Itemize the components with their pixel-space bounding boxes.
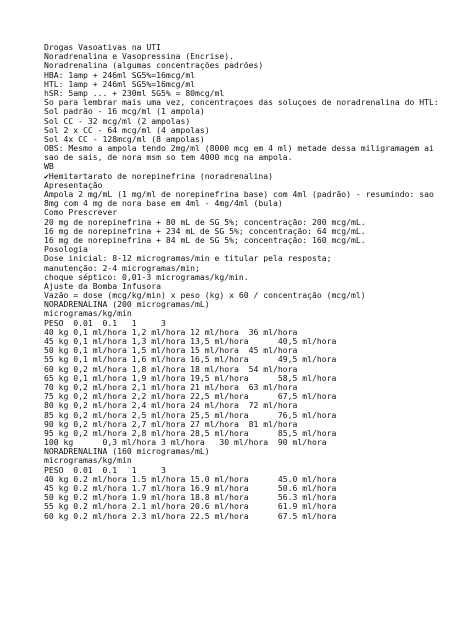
table-row: 55 kg 0,1 ml/hora 1,6 ml/hora 16,5 ml/hora 49,5 ml/hora <box>44 354 337 365</box>
ajuste-heading: Ajuste da Bomba Infusora <box>44 280 161 291</box>
apresentacao-heading: Apresentação <box>44 179 103 190</box>
sol-line-1: Sol padrão - 16 mcg/ml (1 ampola) <box>44 106 205 117</box>
table-row: 50 kg 0.2 ml/hora 1.9 ml/hora 18.8 ml/hora 56.3 ml/hora <box>44 492 337 503</box>
dose-line-3: choque séptico: 0,01-3 microgramas/kg/min. <box>44 271 249 282</box>
prescricao-line-1: 20 mg de norepinefrina + 80 mL de SG 5%; concentração: 200 mcg/mL. <box>44 216 366 227</box>
sol-line-4: Sol 4x CC - 128mcg/ml (8 ampolas) <box>44 133 205 144</box>
table-row: 70 kg 0,2 ml/hora 2,1 ml/hora 21 ml/hora 63 ml/hora <box>44 381 298 392</box>
prescricao-line-2: 16 mg de norepinefrina + 234 mL de SG 5%; concentração: 64 mcg/mL. <box>44 225 366 236</box>
table-row: 95 kg 0,2 ml/hora 2,8 ml/hora 28,5 ml/hora 85,5 ml/hora <box>44 427 337 438</box>
table-row: 45 kg 0.2 ml/hora 1.7 ml/hora 16.9 ml/hora 50.6 ml/hora <box>44 483 337 493</box>
posologia-heading: Posologia <box>44 244 88 255</box>
formula-line: Vazão = dose (mcg/kg/min) x peso (kg) x 60 / concentração (mcg/ml) <box>44 290 366 301</box>
table-row: 85 kg 0,2 ml/hora 2,5 ml/hora 25,5 ml/hora 76,5 ml/hora <box>44 409 337 420</box>
table-row: 75 kg 0,2 ml/hora 2,2 ml/hora 22,5 ml/hora 67,5 ml/hora <box>44 391 337 402</box>
hba-line: HBA: 1amp + 246ml SG5%=16mcg/ml <box>44 69 196 80</box>
hsr-line: hSR: 5amp ... + 230ml SG5% = 80mcg/ml <box>44 87 225 98</box>
prescricao-line-3: 16 mg de norepinefrina + 84 mL de SG 5%; concentração: 160 mcg/mL. <box>44 234 366 245</box>
table2-unit: microgramas/kg/min <box>44 455 132 466</box>
wb-line: WB <box>44 161 54 172</box>
table-row: 45 kg 0,1 ml/hora 1,3 ml/hora 13,5 ml/hora 40,5 ml/hora <box>44 336 337 346</box>
obs-line-2: sao de sais, de nora msm so tem 4000 mcg na ampola. <box>44 152 293 163</box>
table-row: 60 kg 0,2 ml/hora 1,8 ml/hora 18 ml/hora 54 ml/hora <box>44 363 298 374</box>
sol-line-3: Sol 2 x CC - 64 mcg/ml (4 ampolas) <box>44 124 210 135</box>
hemitartarato-line: ✔Hemitartarato de norepinefrina (noradrenalina) <box>44 170 274 181</box>
lembrar-line: So para lembrar mais uma vez, concentraçoes das soluçoes de noradrenalina do HTL: <box>44 97 439 108</box>
sol-line-2: Sol CC - 32 mcg/ml (2 ampolas) <box>44 115 191 126</box>
table-row: 40 kg 0.2 ml/hora 1.5 ml/hora 15.0 ml/hora 45.0 ml/hora <box>44 473 337 484</box>
dose-line-1: Dose inicial: 8-12 microgramas/min e titular pela resposta; <box>44 253 332 264</box>
doc-title: Drogas Vasoativas na UTI <box>44 42 161 52</box>
table-row: 90 kg 0,2 ml/hora 2,7 ml/hora 27 ml/hora 81 ml/hora <box>44 418 298 429</box>
table-row: 100 kg 0,3 ml/hora 3 ml/hora 30 ml/hora 90 ml/hora <box>44 437 327 448</box>
table-row: 40 kg 0,1 ml/hora 1,2 ml/hora 12 ml/hora 36 ml/hora <box>44 326 298 337</box>
table1-unit: microgramas/kg/min <box>44 308 132 319</box>
nora-header: Noradrenalina (algumas concentrações padrões) <box>44 60 264 71</box>
table-row: 65 kg 0,1 ml/hora 1,9 ml/hora 19,5 ml/hora 58,5 ml/hora <box>44 372 337 383</box>
doc-subtitle: Noradrenalina e Vasopressina (Encrise). <box>44 51 235 62</box>
table-row: 55 kg 0.2 ml/hora 2.1 ml/hora 20.6 ml/hora 61.9 ml/hora <box>44 501 337 512</box>
table2-header: PESO 0.01 0.1 1 3 <box>44 464 166 475</box>
table-row: 80 kg 0,2 ml/hora 2,4 ml/hora 24 ml/hora 72 ml/hora <box>44 400 298 411</box>
como-prescrever-heading: Como Prescrever <box>44 207 118 218</box>
dose-line-2: manutenção: 2-4 microgramas/min; <box>44 262 200 273</box>
table1-title: NORADRENALINA (200 microgramas/mL) <box>44 299 210 310</box>
table-row: 50 kg 0,1 ml/hora 1,5 ml/hora 15 ml/hora 45 ml/hora <box>44 345 298 356</box>
table1-header: PESO 0.01 0.1 1 3 <box>44 317 166 328</box>
table-row: 60 kg 0.2 ml/hora 2.3 ml/hora 22.5 ml/hora 67.5 ml/hora <box>44 510 337 521</box>
htl-line: HTL: 1amp + 246ml SG5%=16mcg/ml <box>44 78 196 89</box>
obs-line-1: OBS: Mesmo a ampola tendo 2mg/ml (8000 mcg em 4 ml) metade dessa miligramagem ai <box>44 143 434 154</box>
table2-title: NORADRENALINA (160 microgramas/mL) <box>44 446 210 457</box>
ampola-line-2: 8mg com 4 mg de nora base em 4ml - 4mg/4ml (bula) <box>44 198 283 209</box>
ampola-line-1: Ampola 2 mg/mL (1 mg/ml de norepinefrina base) com 4ml (padrão) - resumindo: sao <box>44 189 434 199</box>
